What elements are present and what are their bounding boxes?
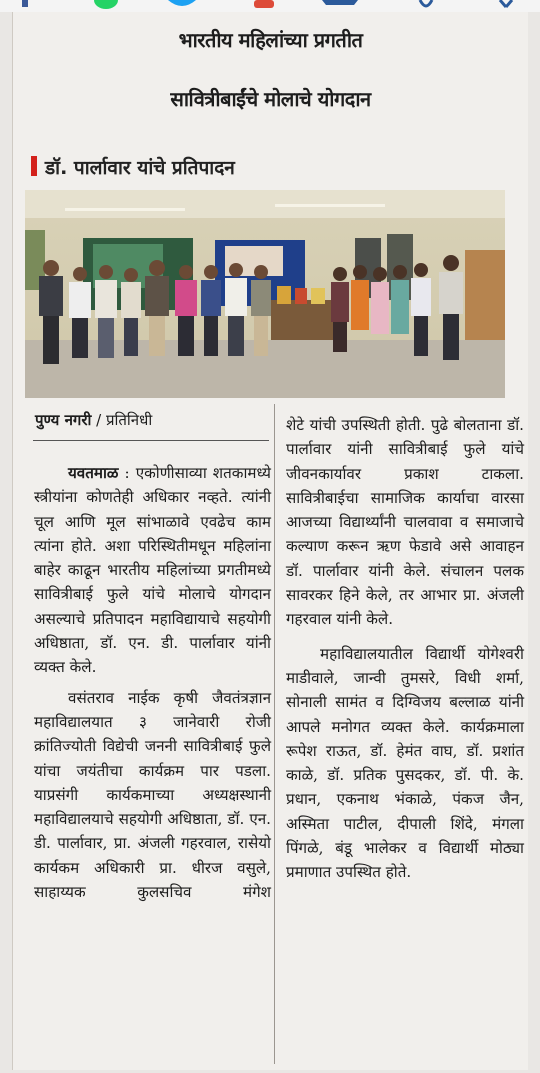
article-paragraph — [34, 461, 271, 680]
headline-line-1: भारतीय महिलांच्या प्रगतीत — [178, 28, 363, 52]
close-icon — [486, 0, 530, 9]
location-pin-icon — [404, 0, 448, 9]
headline-line-2: सावित्रीबाईंचे मोलाचे योगदान — [170, 87, 371, 111]
event-photo — [25, 190, 505, 398]
column-divider — [274, 404, 275, 1064]
newspaper-clipping — [12, 12, 528, 1070]
article-column-right — [286, 413, 524, 885]
mail-icon — [318, 0, 362, 9]
twitter-icon — [160, 0, 204, 9]
share-bar — [0, 0, 540, 12]
subheadline: डॉ. पार्लावार यांचे प्रतिपादन — [45, 157, 235, 179]
location-share-button[interactable] — [404, 0, 448, 9]
whatsapp-icon — [82, 0, 126, 9]
close-share-button[interactable] — [486, 0, 530, 9]
article-paragraph: शेटे यांची उपस्थिती होती. पुढे बोलताना डॉ. पार्लावार यांनी सावित्रीबाई फुले यांचे जीवनकार्यावर प्रकाश टाकला. सावित्रीबाईचा सामाजिक कार्याचा वारसा आजच्या विद्यार्थ्यांनी चालवावा व समाजाचे कल्याण करून ऋण फेडावे असे आवाहन डॉ. पार्लावार यांनी केले. संचालन पलक सावरकर हिने केले, तर आभार प्रा. अंजली गहरवाल यांनी केले. — [286, 416, 524, 629]
article-paragraph: वसंतराव नाईक कृषी जैवतंत्रज्ञान महाविद्यालयात ३ जानेवारी रोजी क्रांतिज्योती विद्येची जननी सावित्रीबाई फुले यांचा जयंतीचा कार्यक्रम पार पडला. याप्रसंगी कार्यकमाच्या अध्यक्षस्थानी महाविद्यालयाचे सहयोगी अधिष्ठाता, डॉ. एन. डी. पार्लावार, प्रा. अंजली गहरवाल, रासेयो कार्यकम अधिकारी प्रा. धीरज वसुले, साहाय्यक कुलसचिव मंगेश — [34, 688, 271, 902]
facebook-share-button[interactable] — [4, 0, 48, 9]
byline-role: प्रतिनिधी — [105, 411, 153, 429]
dateline: यवतमाळ — [68, 464, 119, 482]
article-paragraph: महाविद्यालयातील विद्यार्थी योगेश्वरी माडीवाले, जान्वी तुमसरे, विधी शर्मा, सोनाली सामंत व दिग्विजय बल्लाळ यांनी आपले मनोगत व्यक्त केले. कार्यक्रमाला रूपेश राऊत, डॉ. हेमंत वाघ, डॉ. प्रशांत काळे, डॉ. प्रतिक पुसदकर, डॉ. पी. के. प्रधान, एकनाथ भंकाळे, पंकज जैन, अस्मिता पाटील, दीपाली शिंदे, मंगला पिंगळे, बंडू भालेकर व विद्यार्थी मोठ्या प्रमाणात उपस्थित होते. — [286, 644, 524, 882]
whatsapp-share-button[interactable] — [82, 0, 126, 9]
google-plus-icon — [242, 0, 286, 9]
paragraph-text: : एकोणीसाव्या शतकामध्ये स्त्रीयांना कोणतेही अधिकार नव्हते. त्यांनी चूल आणि मूल सांभाळावे एवढेच काम त्यांना होते. अशा परिस्थितीमधून महिलांना बाहेर काढून भारतीय महिलांच्या प्रगतीमध्ये सावित्रीबाई फुले यांचे मोलाचे योगदान असल्याचे प्रतिपादन महाविद्यायाचे सहयोगी अधिष्ठाता, डॉ. एन. डी. पार्लावार यांनी व्यक्त केले. — [34, 464, 271, 677]
article-column-left — [34, 461, 271, 904]
byline-source: पुण्य नगरी — [35, 411, 92, 429]
google-plus-share-button[interactable] — [242, 0, 286, 9]
facebook-icon — [4, 0, 48, 9]
byline — [35, 410, 152, 430]
twitter-share-button[interactable] — [160, 0, 204, 9]
byline-rule — [33, 440, 269, 441]
email-share-button[interactable] — [318, 0, 362, 9]
subheadline-marker — [31, 156, 37, 176]
byline-separator: / — [91, 411, 106, 429]
